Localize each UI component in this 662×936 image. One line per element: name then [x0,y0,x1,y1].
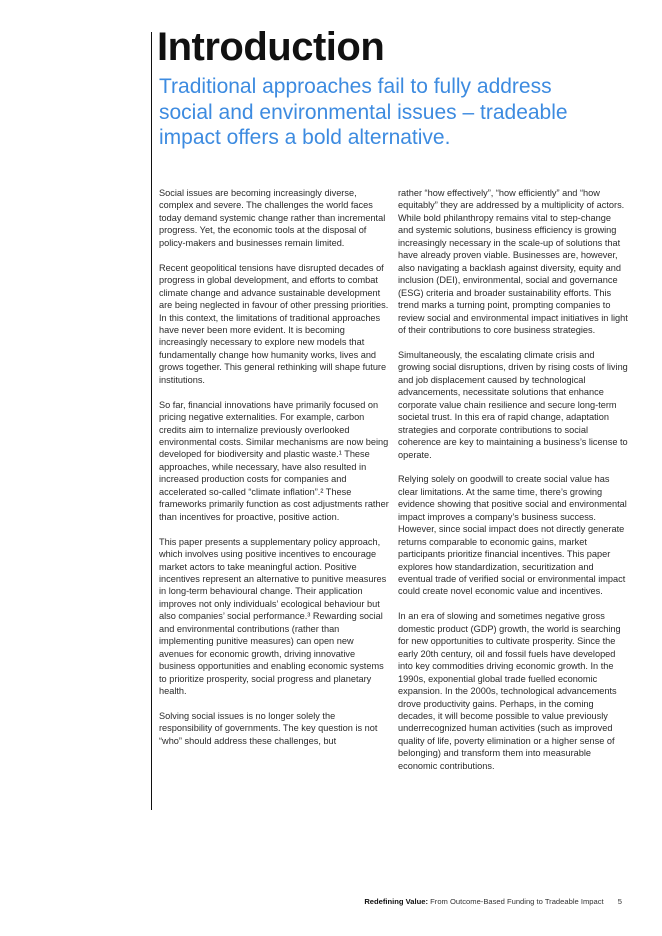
paragraph: So far, financial innovations have primarily focused on pricing negative externalities. For example, carbon credits aim to internalize previously overlooked environmental costs. Similar mechanisms are now being developed for biodiversity and plastic waste.¹ These approaches, while necessary, have also resulted in increased production costs for companies and accelerated so-called “climate inflation”.² These frameworks primarily function as cost adjustments rather than incentives for proactive, positive action. [159,399,389,522]
paragraph: This paper presents a supplementary policy approach, which involves using positive incentives to encourage market actors to take meaningful action. Positive incentives represent an alternative to punitive measures in long-term behavioural change. Their application improves not only individuals’ ecological behaviour but also companies’ social performance.³ Rewarding social and environmental contributions (rather than implementing punitive measures) can open new avenues for economic growth, driving innovative business opportunities and enabling economic systems to prioritize prosperity, social progress and planetary health. [159,536,387,697]
paragraph: In an era of slowing and sometimes negative gross domestic product (GDP) growth, the world is searching for new opportunities to cultivate prosperity. Since the early 20th century, oil and fossil fuels have developed into key commodities driving economic growth. In the 1990s, exponential global trade fuelled economic expansion. In the 2000s, technological advancements drove productivity gains. Perhaps, in the coming decades, it will become possible to value previously underrecognized human activities (such as improved quality of life, poverty elimination or a higher sense of belonging) and transform them into measurable economic contributions. [398,611,621,771]
page-subtitle: Traditional approaches fail to fully address social and environmental issues – tradeable impact offers a bold alternative. [159,75,568,149]
paragraph: Solving social issues is no longer solely the responsibility of governments. The key question is not “who” should address these challenges, but [159,710,378,746]
vertical-rule [151,32,152,810]
paragraph: Recent geopolitical tensions have disrupted decades of progress in global development, and efforts to combat climate change and advance sustainable development are being neglected in favour of other pressing priorities. In this context, the limitations of traditional approaches have never been more evident. It is becoming increasingly necessary to explore new models that fundamentally change how humanity works, lives and grows together. This general rethinking will shape future institutions. [159,262,389,385]
page-number: 5 [617,897,622,906]
paragraph: rather “how effectively”, “how efficiently” and “how equitably” they are addressed by a multiplicity of actors. While bold philanthropy remains vital to step-change and systemic solutions, business efficiency is growing increasingly necessary in the scale-up of solutions that have already proven viable. Businesses are, however, also navigating a backlash against diversity, equity and inclusion (DEI), environmental, social and governance (ESG) criteria and broader sustainability efforts. This trend marks a turning point, prompting companies to review social and environmental impact initiatives in light of their contributions to core business strategies. [398,188,628,335]
footer-doc-subtitle: From Outcome-Based Funding to Tradeable Impact [430,897,604,906]
page-title: Introduction [157,25,385,69]
body-column-left [159,187,389,760]
paragraph: Social issues are becoming increasingly diverse, complex and severe. The challenges the world faces today demand systemic change rather than incremental progress. Yet, the economic tools at the disposal of policy-makers and businesses remain limited. [159,188,386,248]
paragraph: Simultaneously, the escalating climate crisis and growing social disruptions, driven by rising costs of living and job displacement caused by technological advancements, necessitate solutions that enhance corporate value chain resilience and secure long-term societal trust. In this era of rapid change, adaptation strategies and corporate contributions to social coherence are key to maintaining a business’s license to operate. [398,349,628,460]
paragraph: Relying solely on goodwill to create social value has clear limitations. At the same time, there’s growing evidence showing that positive social and environmental impact improves a company’s business success. However, since social impact does not directly generate returns comparable to economic gains, market participants prioritize financial incentives. This paper explores how standardization, securitization and eventual trade of verified social or environmental impact could create novel economic value and incentives. [398,474,627,597]
footer-doc-title: Redefining Value: [364,897,429,906]
page-footer [364,897,622,906]
body-column-right [398,187,628,785]
